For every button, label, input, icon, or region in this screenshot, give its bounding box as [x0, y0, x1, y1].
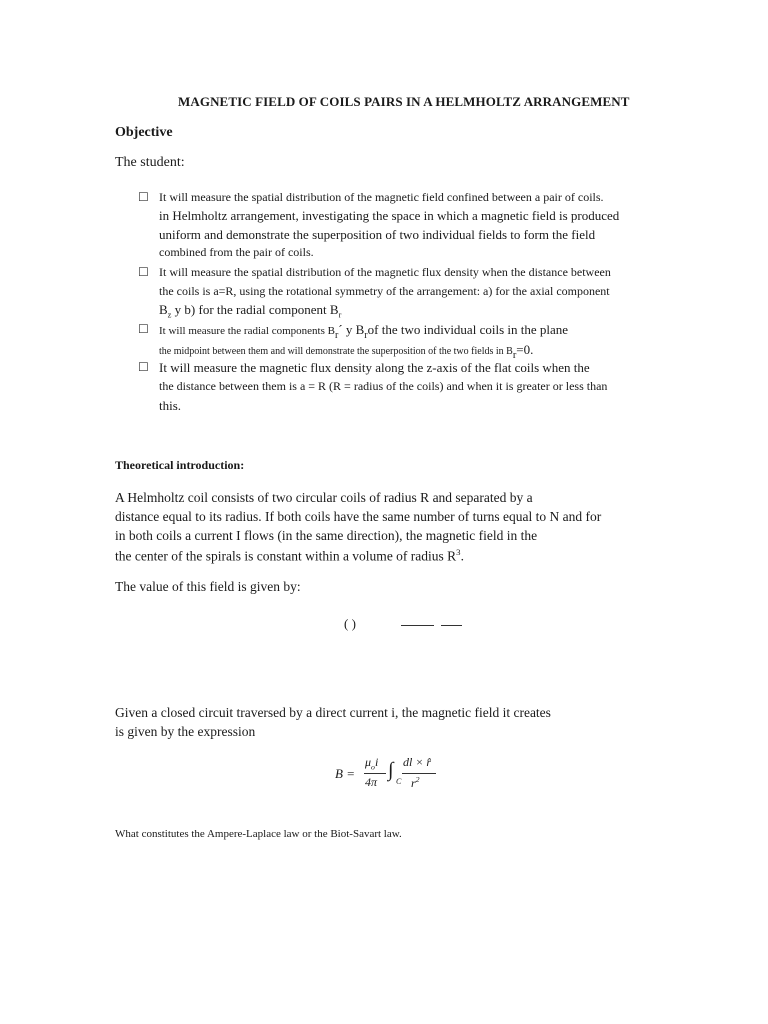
bullet-1-line-1: It will measure the spatial distribution of the magnetic field confined between a pair of coils. [159, 190, 604, 204]
checkbox-bullet-icon: ☐ [138, 360, 149, 374]
theory-line-3: in both coils a current I flows (in the same direction), the magnetic field in the [115, 528, 538, 543]
integral-subscript: C [396, 777, 402, 786]
bullet-2-line-2: the coils is a=R, using the rotational symmetry of the arrangement: a) for the axial component [159, 284, 610, 298]
checkbox-bullet-icon: ☐ [138, 265, 149, 279]
bullet-4-line-3: this. [159, 398, 182, 413]
bullet-3-line-1: It will measure the radial components $B_r´$ y $B_rof$ the two individual coils in the plane [159, 322, 569, 342]
bullet-4-line-2: the distance between them is a = R (R = radius of the coils) and when it is greater or less than [159, 379, 608, 393]
student-label: The student: [115, 155, 185, 170]
bullet-2-line-3: $B_z$ y b) for the radial component $B_r$ [159, 302, 342, 320]
biot-line-2: is given by the expression [115, 724, 256, 739]
theory-line-2: distance equal to its radius. If both coils have the same number of turns equal to N and for [115, 509, 602, 524]
bullet-2-line-1: It will measure the spatial distribution of the magnetic flux density when the distance between [159, 265, 611, 279]
biot-savart-formula [335, 755, 445, 795]
formula-denominator-2: $r^2$ [411, 775, 420, 790]
theory-line-4: the center of the spirals is constant within a volume of radius $R^3$. [115, 547, 464, 564]
formula-numerator-2: dl × r̂ [403, 755, 432, 769]
formula-fraction-bar-2 [402, 773, 436, 774]
bullet-1-line-2: in Helmholtz arrangement, investigating the space in which a magnetic field is produced [159, 208, 620, 223]
bullet-3-line-2: the midpoint between them and will demonstrate the superposition of the two fields in $B_r=0$. [159, 342, 534, 362]
page-title: MAGNETIC FIELD OF COILS PAIRS IN A HELMHOLTZ ARRANGEMENT [178, 94, 630, 109]
formula-fraction-bar-1 [364, 773, 386, 774]
formula-denominator-1: 4π [365, 775, 378, 789]
formula-lhs: B = [335, 766, 355, 781]
integral-sign: ∫ [388, 759, 394, 781]
law-text: What constitutes the Ampere-Laplace law or the Biot-Savart law. [115, 828, 402, 840]
formula-1-fraction-bar [401, 625, 434, 626]
formula-1-parens: ( ) [344, 616, 356, 631]
field-value-text: The value of this field is given by: [115, 579, 301, 594]
objective-heading: Objective [115, 125, 173, 140]
theory-heading: Theoretical introduction: [115, 458, 245, 472]
biot-line-1: Given a closed circuit traversed by a direct current i, the magnetic field it creates [115, 705, 551, 720]
bullet-1-line-4: combined from the pair of coils. [159, 245, 314, 259]
formula-numerator-1: $\mu_oi$ [365, 755, 379, 772]
checkbox-bullet-icon: ☐ [138, 190, 149, 204]
bullet-4-line-1: It will measure the magnetic flux density along the z-axis of the flat coils when the [159, 360, 590, 375]
theory-line-1: A Helmholtz coil consists of two circular coils of radius R and separated by a [115, 490, 533, 505]
checkbox-bullet-icon: ☐ [138, 322, 149, 336]
formula-1-fraction-bar [441, 625, 462, 626]
bullet-1-line-3: uniform and demonstrate the superposition of two individual fields to form the field [159, 227, 596, 242]
